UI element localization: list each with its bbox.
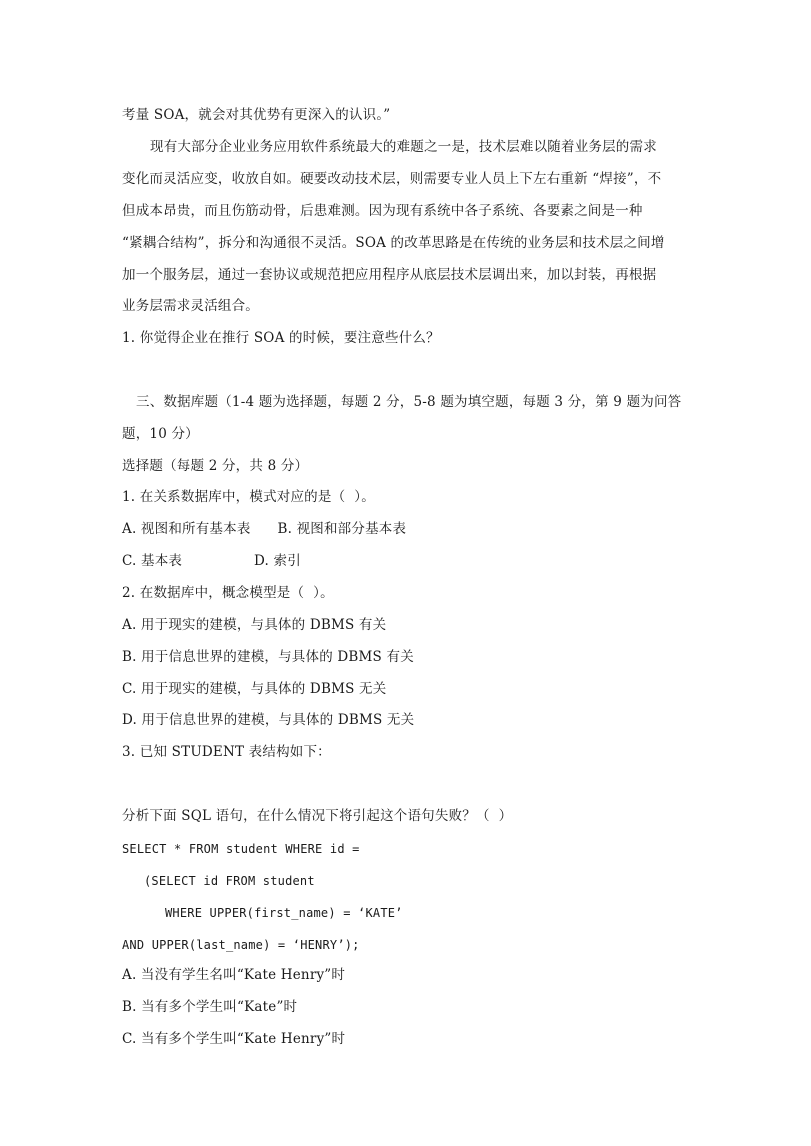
section-heading: 三、数据库题（1-4 题为选择题，每题 2 分，5-8 题为填空题，每题 3 分，第 9 题为问答 bbox=[136, 394, 682, 410]
text-line: 变化而灵活应变，收放自如。硬要改动技术层，则需要专业人员上下左右重新 “焊接”，不 bbox=[122, 171, 662, 187]
question-line: 1. 在关系数据库中，模式对应的是（ ）。 bbox=[122, 489, 375, 505]
sql-code-line: WHERE UPPER(first_name) = ‘KATE’ bbox=[165, 906, 403, 920]
option-line: C. 基本表 D. 索引 bbox=[122, 553, 301, 569]
text-line: “紧耦合结构”，拆分和沟通很不灵活。SOA 的改革思路是在传统的业务层和技术层之间增 bbox=[122, 235, 665, 251]
option-line: C. 当有多个学生叫“Kate Henry”时 bbox=[122, 1031, 346, 1047]
option-line: A. 视图和所有基本表 B. 视图和部分基本表 bbox=[122, 521, 407, 537]
option-line: A. 用于现实的建模，与具体的 DBMS 有关 bbox=[122, 617, 387, 633]
section-heading-cont: 题，10 分） bbox=[122, 426, 199, 442]
text-line: 业务层需求灵活组合。 bbox=[122, 298, 259, 314]
text-line: 加一个服务层，通过一套协议或规范把应用程序从底层技术层调出来，加以封装，再根据 bbox=[122, 267, 657, 283]
text-line: 考量 SOA，就会对其优势有更深入的认识。” bbox=[122, 107, 391, 123]
subsection-heading: 选择题（每题 2 分，共 8 分） bbox=[122, 458, 309, 474]
sql-code-line: (SELECT id FROM student bbox=[144, 874, 315, 888]
question-line: 1. 你觉得企业在推行 SOA 的时候，要注意些什么？ bbox=[122, 330, 440, 346]
text-line: 现有大部分企业业务应用软件系统最大的难题之一是，技术层难以随着业务层的需求 bbox=[150, 139, 657, 155]
option-line: A. 当没有学生名叫“Kate Henry”时 bbox=[122, 967, 346, 983]
question-line: 2. 在数据库中，概念模型是（ ）。 bbox=[122, 585, 334, 601]
option-line: B. 当有多个学生叫“Kate”时 bbox=[122, 999, 298, 1015]
question-line: 分析下面 SQL 语句，在什么情况下将引起这个语句失败？（ ） bbox=[122, 808, 513, 824]
text-line: 但成本昂贵，而且伤筋动骨，后患难测。因为现有系统中各子系统、各要素之间是一种 bbox=[122, 203, 643, 219]
option-line: C. 用于现实的建模，与具体的 DBMS 无关 bbox=[122, 681, 387, 697]
sql-code-line: SELECT * FROM student WHERE id = bbox=[122, 842, 360, 856]
option-line: B. 用于信息世界的建模，与具体的 DBMS 有关 bbox=[122, 649, 414, 665]
question-line: 3. 已知 STUDENT 表结构如下： bbox=[122, 744, 331, 760]
option-line: D. 用于信息世界的建模，与具体的 DBMS 无关 bbox=[122, 712, 415, 728]
sql-code-line: AND UPPER(last_name) = ‘HENRY’); bbox=[122, 938, 360, 952]
